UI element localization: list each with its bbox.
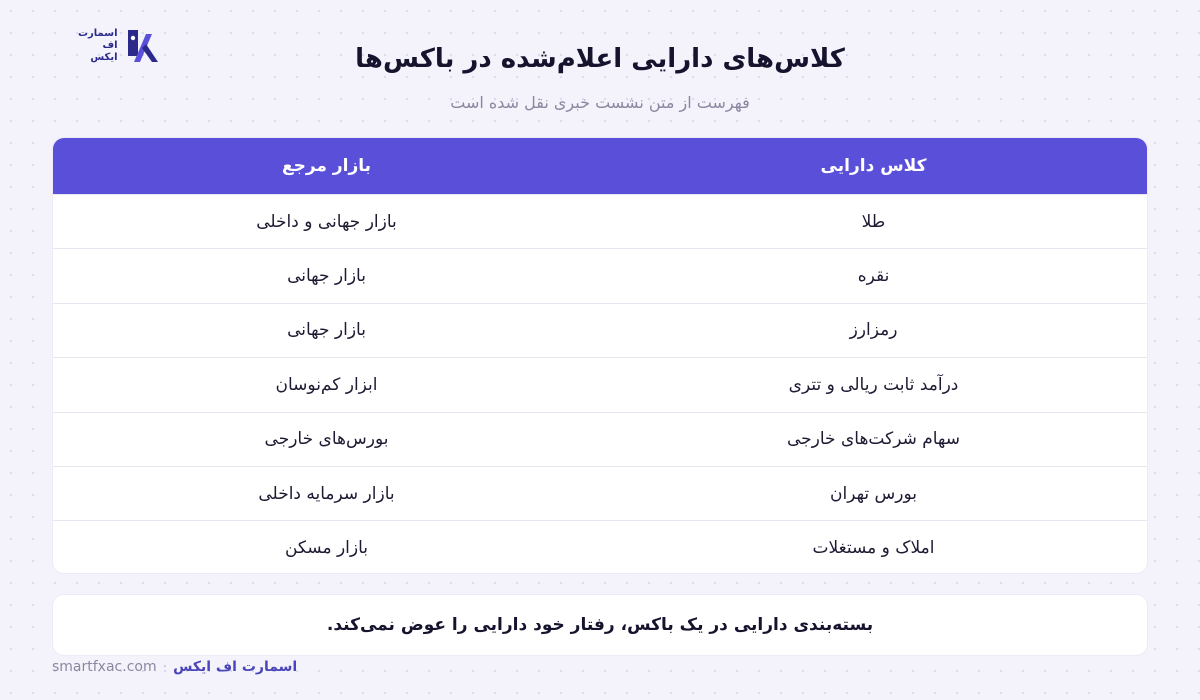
reference-market-cell: بازار جهانی — [287, 320, 366, 341]
table-row — [53, 303, 1147, 357]
reference-market-cell: بازار مسکن — [284, 538, 369, 559]
logo-line-2: اف — [102, 40, 118, 51]
asset-class-cell: املاک و مستغلات — [812, 538, 935, 559]
asset-class-cell: بورس تهران — [829, 483, 918, 504]
table-row — [53, 412, 1147, 466]
asset-class-cell: نقره — [857, 266, 890, 287]
page-title: کلاس‌های دارایی اعلام‌شده در باکس‌ها — [355, 44, 845, 74]
footer-brand-name: اسمارت اف ایکس — [173, 659, 298, 675]
table-row — [53, 248, 1147, 302]
asset-class-cell: درآمد ثابت ریالی و تتری — [788, 374, 959, 395]
note-callout — [52, 594, 1148, 656]
asset-class-cell: سهام شرکت‌های خارجی — [786, 429, 961, 450]
page-subtitle: فهرست از متن نشست خبری نقل شده است — [450, 93, 750, 112]
note-text: بسته‌بندی دارایی در یک باکس، رفتار خود دارایی را عوض نمی‌کند. — [326, 615, 874, 635]
reference-market-cell: بازار جهانی و داخلی — [256, 211, 397, 232]
column-header-reference-market: بازار مرجع — [281, 156, 372, 176]
asset-class-cell: طلا — [861, 211, 886, 232]
footer-separator: · — [162, 659, 168, 675]
footer-credit — [52, 658, 297, 676]
column-header-asset-class: کلاس دارایی — [820, 156, 927, 176]
footer-site: smartfxac.com — [52, 659, 157, 675]
reference-market-cell: بورس‌های خارجی — [264, 429, 389, 450]
table-row — [53, 520, 1147, 574]
reference-market-cell: بازار سرمایه داخلی — [258, 483, 395, 504]
logo-line-3: ایکس — [90, 52, 118, 63]
table-row — [53, 357, 1147, 411]
table-header — [53, 138, 1147, 194]
table-row — [53, 194, 1147, 248]
asset-classes-table — [52, 137, 1148, 574]
logo-line-1: اسمارت — [78, 28, 118, 39]
reference-market-cell: ابزار کم‌نوسان — [275, 374, 378, 395]
reference-market-cell: بازار جهانی — [287, 266, 366, 287]
asset-class-cell: رمزارز — [849, 320, 898, 341]
table-row — [53, 466, 1147, 520]
